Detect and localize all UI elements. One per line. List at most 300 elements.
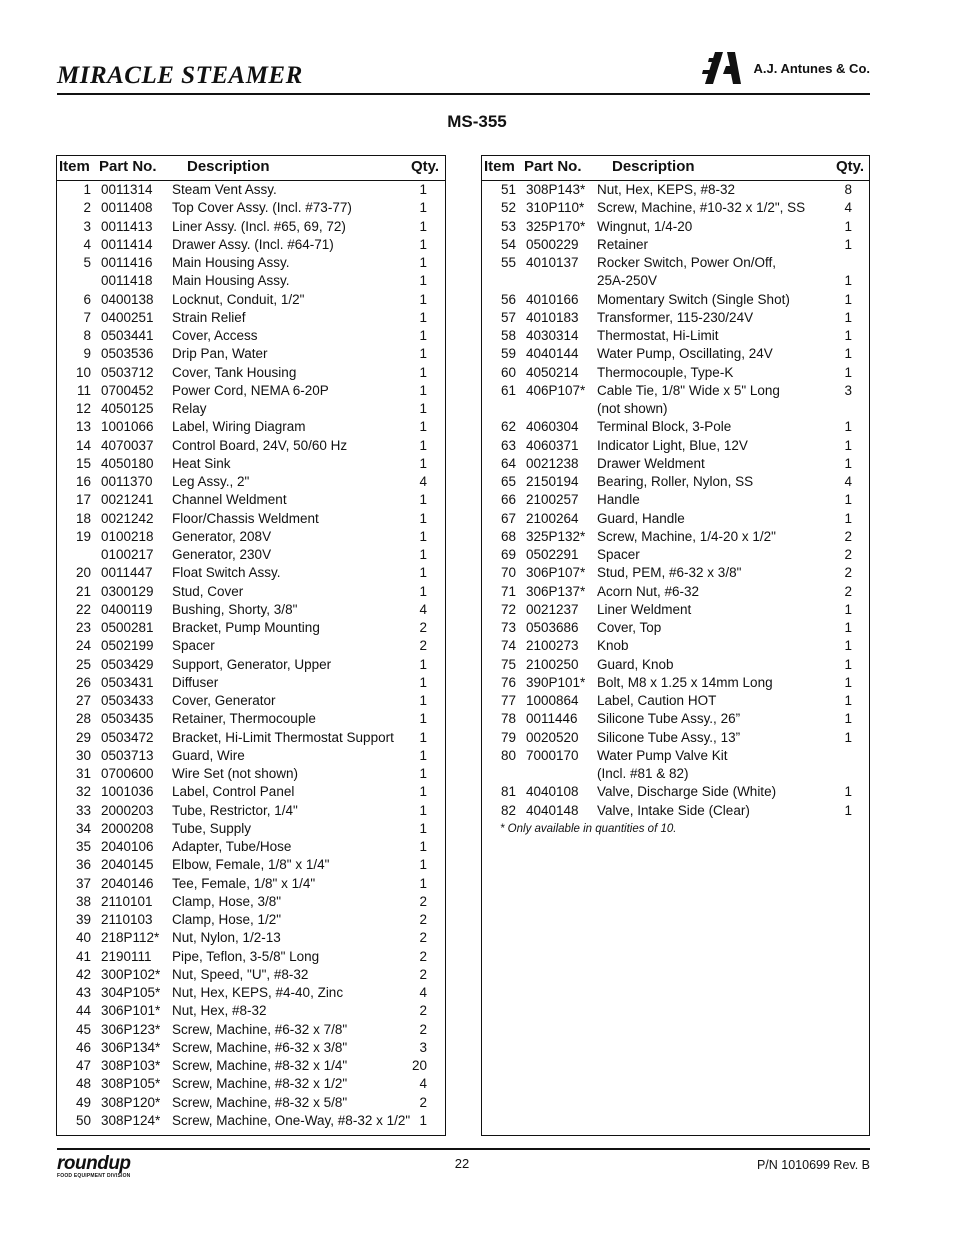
- item-cell: 66: [500, 492, 516, 508]
- part-number-cell: 0503435: [101, 711, 154, 727]
- description-cell: Locknut, Conduit, 1/2": [172, 291, 305, 307]
- item-cell: 6: [83, 291, 91, 307]
- item-cell: 5: [83, 255, 91, 270]
- table-row: [57, 400, 445, 418]
- description-cell: Screw, Machine, #6-32 x 7/8": [172, 1021, 348, 1037]
- part-number-cell: 2100273: [526, 638, 579, 654]
- table-row: [482, 400, 869, 418]
- description-cell: Tube, Restrictor, 1/4": [172, 802, 298, 818]
- table-row: [482, 637, 869, 655]
- item-cell: 67: [500, 510, 516, 526]
- table-row: [57, 911, 445, 929]
- quantity-cell: 4: [844, 474, 852, 489]
- description-cell: Drip Pan, Water: [172, 346, 268, 362]
- table-row: [57, 820, 445, 838]
- quantity-cell: 1: [419, 382, 427, 398]
- quantity-cell: 2: [419, 912, 427, 927]
- table-row: [57, 929, 445, 947]
- part-number-cell: 0011414: [101, 236, 153, 252]
- part-number-cell: 0011446: [526, 711, 578, 727]
- quantity-cell: 1: [844, 620, 852, 635]
- quantity-cell: 1: [844, 674, 852, 690]
- part-number-cell: 0503712: [101, 364, 154, 380]
- table-row: [57, 692, 445, 710]
- description-cell: Cover, Access: [172, 328, 258, 343]
- item-cell: 60: [500, 364, 516, 380]
- table-row: [57, 491, 445, 509]
- header-part: Part No.: [524, 158, 582, 175]
- part-number-cell: 0503429: [101, 656, 154, 672]
- part-number-cell: 4040144: [526, 346, 579, 362]
- table-row: [482, 181, 869, 199]
- item-cell: 40: [75, 930, 91, 946]
- part-number-cell: 0011416: [101, 255, 153, 270]
- table-row: [482, 601, 869, 619]
- table-body: [57, 181, 445, 1130]
- table-row: [57, 802, 445, 820]
- description-cell: Adapter, Tube/Hose: [172, 839, 292, 854]
- table-row: [482, 327, 869, 345]
- item-cell: 14: [75, 437, 91, 453]
- description-cell: Control Board, 24V, 50/60 Hz: [172, 437, 348, 453]
- table-row: [57, 893, 445, 911]
- item-cell: 12: [75, 401, 91, 416]
- item-cell: 32: [75, 784, 91, 800]
- description-cell: Cover, Generator: [172, 693, 276, 708]
- document-part-number: P/N 1010699 Rev. B: [756, 1158, 870, 1172]
- table-row: [482, 455, 869, 473]
- description-cell: Cover, Top: [597, 620, 662, 635]
- description-cell: Main Housing Assy.: [172, 273, 290, 289]
- table-row: [57, 364, 445, 382]
- part-number-cell: 4040148: [526, 802, 579, 818]
- quantity-cell: 1: [419, 729, 427, 745]
- description-cell: Screw, Machine, #8-32 x 1/4": [172, 1058, 348, 1073]
- quantity-cell: 1: [844, 693, 852, 708]
- item-cell: 61: [500, 382, 516, 398]
- quantity-cell: 2: [419, 1094, 427, 1110]
- item-cell: 47: [75, 1058, 91, 1073]
- description-cell: Liner Assy. (Incl. #65, 69, 72): [172, 218, 346, 234]
- part-number-cell: 0503431: [101, 674, 154, 690]
- part-number-cell: 2000208: [101, 820, 154, 836]
- part-number-cell: 308P105*: [101, 1076, 161, 1092]
- table-row: [57, 637, 445, 655]
- description-cell: Label, Caution HOT: [597, 693, 717, 708]
- header-item: Item: [59, 158, 90, 175]
- quantity-cell: 4: [844, 200, 852, 216]
- table-row: [57, 838, 445, 856]
- table-row: [57, 856, 445, 874]
- description-cell: Bearing, Roller, Nylon, SS: [597, 474, 754, 489]
- table-row: [57, 254, 445, 272]
- item-cell: 81: [500, 784, 516, 800]
- description-cell: Retainer: [597, 236, 649, 252]
- description-cell: Drawer Assy. (Incl. #64-71): [172, 236, 334, 252]
- quantity-cell: 4: [419, 601, 427, 617]
- quantity-cell: 1: [419, 437, 427, 453]
- quantity-cell: 1: [419, 309, 427, 325]
- table-row: [57, 546, 445, 564]
- description-cell: Support, Generator, Upper: [172, 656, 332, 672]
- description-cell: Nut, Speed, "U", #8-32: [172, 966, 309, 982]
- description-cell: (not shown): [597, 401, 668, 416]
- table-row: [482, 528, 869, 546]
- part-number-cell: 0503433: [101, 693, 154, 708]
- table-row: [57, 181, 445, 199]
- item-cell: 42: [75, 966, 91, 982]
- item-cell: 50: [75, 1112, 91, 1128]
- quantity-cell: 1: [844, 656, 852, 672]
- table-row: [57, 199, 445, 217]
- table-row: [482, 236, 869, 254]
- item-cell: 44: [75, 1003, 91, 1019]
- quantity-cell: 1: [844, 601, 852, 617]
- item-cell: 37: [75, 875, 91, 891]
- description-cell: (Incl. #81 & 82): [597, 766, 689, 781]
- description-cell: Screw, Machine, #8-32 x 5/8": [172, 1094, 348, 1110]
- item-cell: 69: [500, 547, 516, 562]
- quantity-cell: 1: [419, 510, 427, 526]
- table-row: [482, 802, 869, 820]
- quantity-cell: 1: [419, 401, 427, 416]
- part-number-cell: 1000864: [526, 693, 579, 708]
- quantity-cell: 1: [419, 419, 427, 435]
- part-number-cell: 0500229: [526, 236, 579, 252]
- table-row: [482, 382, 869, 400]
- part-number-cell: 0011413: [101, 218, 153, 234]
- description-cell: Liner Weldment: [597, 601, 692, 617]
- table-row: [482, 619, 869, 637]
- quantity-cell: 1: [844, 291, 852, 307]
- quantity-cell: 1: [419, 1112, 427, 1128]
- item-cell: 34: [75, 820, 91, 836]
- description-cell: Label, Control Panel: [172, 784, 295, 800]
- roundup-logo-text: roundup: [57, 1153, 131, 1174]
- item-cell: 33: [75, 802, 91, 818]
- description-cell: Top Cover Assy. (Incl. #73-77): [172, 200, 352, 216]
- description-cell: Nut, Hex, #8-32: [172, 1003, 267, 1019]
- part-number-cell: 2150194: [526, 474, 579, 489]
- description-cell: Label, Wiring Diagram: [172, 419, 306, 435]
- part-number-cell: 2110101: [101, 893, 153, 909]
- part-number-cell: 0700452: [101, 382, 154, 398]
- quantity-cell: 1: [419, 364, 427, 380]
- item-cell: 19: [75, 528, 91, 544]
- part-number-cell: 0503536: [101, 346, 154, 362]
- item-cell: 8: [83, 328, 91, 343]
- description-cell: Elbow, Female, 1/8" x 1/4": [172, 857, 330, 873]
- item-cell: 48: [75, 1076, 91, 1092]
- part-number-cell: 2000203: [101, 802, 154, 818]
- description-cell: Bolt, M8 x 1.25 x 14mm Long: [597, 674, 773, 690]
- description-cell: Nut, Nylon, 1/2-13: [172, 930, 281, 946]
- quantity-cell: 1: [419, 674, 427, 690]
- description-cell: Thermocouple, Type-K: [597, 364, 734, 380]
- part-number-cell: 406P107*: [526, 382, 586, 398]
- item-cell: 55: [500, 255, 516, 270]
- table-row: [57, 674, 445, 692]
- roundup-logo-sub: FOOD EQUIPMENT DIVISION: [57, 1173, 131, 1179]
- quantity-cell: 2: [419, 620, 427, 635]
- item-cell: 41: [75, 948, 91, 964]
- table-row: [482, 254, 869, 272]
- table-row: [482, 510, 869, 528]
- header-qty: Qty.: [410, 158, 439, 175]
- table-row: [57, 1002, 445, 1020]
- quantity-cell: 3: [844, 382, 852, 398]
- part-number-cell: 325P132*: [526, 528, 586, 544]
- item-cell: 73: [500, 620, 516, 635]
- part-number-cell: 306P137*: [526, 583, 586, 599]
- table-row: [57, 272, 445, 290]
- table-row: [482, 674, 869, 692]
- description-cell: Knob: [597, 638, 629, 654]
- quantity-cell: 1: [844, 711, 852, 727]
- quantity-cell: 1: [844, 328, 852, 343]
- quantity-cell: 1: [844, 492, 852, 508]
- item-cell: 43: [75, 985, 91, 1000]
- description-cell: Silicone Tube Assy., 26”: [597, 711, 741, 727]
- description-cell: Float Switch Assy.: [172, 565, 281, 581]
- quantity-cell: 1: [419, 328, 427, 343]
- quantity-cell: 2: [419, 638, 427, 654]
- item-cell: 54: [500, 236, 516, 252]
- part-number-cell: 0500281: [101, 620, 154, 635]
- quantity-cell: 2: [419, 893, 427, 909]
- item-cell: 46: [75, 1039, 91, 1055]
- table-row: [57, 327, 445, 345]
- part-number-cell: 2100250: [526, 656, 579, 672]
- table-row: [482, 418, 869, 436]
- quantity-cell: 8: [844, 182, 852, 197]
- item-cell: 76: [500, 674, 516, 690]
- item-cell: 28: [75, 711, 91, 727]
- item-cell: 22: [75, 601, 91, 617]
- description-cell: Leg Assy., 2": [172, 474, 250, 489]
- item-cell: 57: [500, 309, 516, 325]
- item-cell: 72: [500, 601, 516, 617]
- table-row: [57, 710, 445, 728]
- description-cell: Thermostat, Hi-Limit: [597, 328, 719, 343]
- quantity-cell: 1: [419, 291, 427, 307]
- footnote: * Only available in quantities of 10.: [500, 822, 677, 835]
- quantity-cell: 1: [844, 309, 852, 325]
- part-number-cell: 1001066: [101, 419, 154, 435]
- quantity-cell: 1: [844, 419, 852, 435]
- description-cell: Steam Vent Assy.: [172, 182, 277, 197]
- part-number-cell: 0021237: [526, 601, 579, 617]
- part-number-cell: 2040106: [101, 839, 154, 854]
- description-cell: Stud, PEM, #6-32 x 3/8": [597, 565, 742, 581]
- item-cell: 80: [500, 747, 516, 763]
- description-cell: Generator, 230V: [172, 547, 272, 562]
- quantity-cell: 1: [419, 346, 427, 362]
- part-number-cell: 310P110*: [526, 200, 585, 216]
- part-number-cell: 2190111: [101, 948, 152, 964]
- item-cell: 31: [75, 766, 91, 781]
- part-number-cell: 306P134*: [101, 1039, 161, 1055]
- description-cell: Handle: [597, 492, 640, 508]
- quantity-cell: 1: [419, 711, 427, 727]
- part-number-cell: 0503686: [526, 620, 579, 635]
- part-number-cell: 4060371: [526, 437, 579, 453]
- quantity-cell: 1: [419, 839, 427, 854]
- quantity-cell: 2: [844, 583, 852, 599]
- item-cell: 52: [500, 200, 516, 216]
- table-row: [57, 1021, 445, 1039]
- item-cell: 58: [500, 328, 516, 343]
- table-row: [57, 966, 445, 984]
- quantity-cell: 1: [844, 729, 852, 745]
- part-number-cell: 390P101*: [526, 674, 586, 690]
- item-cell: 7: [83, 309, 91, 325]
- quantity-cell: 1: [419, 693, 427, 708]
- table-row: [57, 729, 445, 747]
- part-number-cell: 306P107*: [526, 565, 586, 581]
- part-number-cell: 4010183: [526, 309, 579, 325]
- part-number-cell: 325P170*: [526, 218, 586, 234]
- item-cell: 64: [500, 455, 516, 471]
- quantity-cell: 2: [419, 930, 427, 946]
- item-cell: 53: [500, 218, 516, 234]
- description-cell: Silicone Tube Assy., 13”: [597, 729, 741, 745]
- table-body: [482, 181, 869, 820]
- description-cell: Bushing, Shorty, 3/8": [172, 601, 298, 617]
- description-cell: Channel Weldment: [172, 492, 287, 508]
- description-cell: Guard, Knob: [597, 656, 674, 672]
- quantity-cell: 2: [419, 1021, 427, 1037]
- description-cell: Retainer, Thermocouple: [172, 711, 316, 727]
- part-number-cell: 0011447: [101, 565, 153, 581]
- part-number-cell: 2110103: [101, 912, 153, 927]
- quantity-cell: 4: [419, 474, 427, 489]
- company-name: A.J. Antunes & Co.: [753, 60, 870, 76]
- part-number-cell: 0011418: [101, 273, 153, 289]
- table-row: [57, 473, 445, 491]
- quantity-cell: 1: [844, 364, 852, 380]
- part-number-cell: 0100218: [101, 528, 154, 544]
- part-number-cell: 0100217: [101, 547, 154, 562]
- quantity-cell: 1: [844, 638, 852, 654]
- table-header: [482, 156, 869, 181]
- item-cell: 70: [500, 565, 516, 581]
- description-cell: Screw, Machine, #8-32 x 1/2": [172, 1076, 348, 1092]
- part-number-cell: 4050125: [101, 401, 154, 416]
- table-row: [482, 345, 869, 363]
- quantity-cell: 2: [844, 565, 852, 581]
- description-cell: Bracket, Pump Mounting: [172, 620, 320, 635]
- quantity-cell: 1: [419, 455, 427, 471]
- part-number-cell: 4030314: [526, 328, 579, 343]
- part-number-cell: 308P124*: [101, 1112, 161, 1128]
- company-brand: [701, 50, 870, 86]
- item-cell: 27: [75, 693, 91, 708]
- table-row: [482, 437, 869, 455]
- description-cell: Water Pump, Oscillating, 24V: [597, 346, 773, 362]
- description-cell: Pipe, Teflon, 3-5/8" Long: [172, 948, 320, 964]
- description-cell: Rocker Switch, Power On/Off,: [597, 255, 777, 270]
- item-cell: 49: [75, 1094, 91, 1110]
- quantity-cell: 1: [419, 820, 427, 836]
- description-cell: Power Cord, NEMA 6-20P: [172, 382, 329, 398]
- item-cell: 20: [75, 565, 91, 581]
- quantity-cell: 3: [419, 1039, 427, 1055]
- part-number-cell: 0300129: [101, 583, 154, 599]
- description-cell: Floor/Chassis Weldment: [172, 510, 319, 526]
- part-number-cell: 0503441: [101, 328, 154, 343]
- item-cell: 24: [75, 638, 91, 654]
- table-row: [57, 1112, 445, 1130]
- model-number: MS-355: [447, 112, 507, 131]
- item-cell: 65: [500, 474, 516, 489]
- item-cell: 11: [76, 382, 91, 398]
- table-row: [57, 619, 445, 637]
- table-row: [482, 729, 869, 747]
- quantity-cell: 1: [419, 766, 427, 781]
- item-cell: 82: [500, 802, 516, 818]
- quantity-cell: 1: [419, 784, 427, 800]
- part-number-cell: 4050214: [526, 364, 579, 380]
- item-cell: 74: [500, 638, 516, 654]
- quantity-cell: 1: [419, 273, 427, 289]
- part-number-cell: 304P105*: [101, 985, 161, 1000]
- header-rule: [57, 93, 870, 95]
- quantity-cell: 1: [844, 510, 852, 526]
- part-number-cell: 0502199: [101, 638, 154, 654]
- table-row: [482, 491, 869, 509]
- quantity-cell: 2: [419, 1003, 427, 1019]
- quantity-cell: 1: [419, 656, 427, 672]
- quantity-cell: 1: [419, 182, 427, 197]
- parts-table-left: [56, 155, 446, 1136]
- description-cell: Screw, Machine, One-Way, #8-32 x 1/2": [172, 1112, 411, 1128]
- part-number-cell: 0400251: [101, 309, 154, 325]
- part-number-cell: 300P102*: [101, 966, 161, 982]
- table-row: [482, 583, 869, 601]
- quantity-cell: 1: [844, 273, 852, 289]
- description-cell: Momentary Switch (Single Shot): [597, 291, 790, 307]
- description-cell: Nut, Hex, KEPS, #4-40, Zinc: [172, 985, 344, 1000]
- table-row: [57, 948, 445, 966]
- item-cell: 4: [83, 236, 91, 252]
- item-cell: 38: [75, 893, 91, 909]
- table-row: [482, 564, 869, 582]
- parts-table-right: [481, 155, 870, 1136]
- table-row: [57, 747, 445, 765]
- table-row: [57, 309, 445, 327]
- table-row: [57, 1075, 445, 1093]
- description-cell: 25A-250V: [597, 273, 658, 289]
- table-row: [57, 875, 445, 893]
- description-cell: Water Pump Valve Kit: [597, 747, 728, 763]
- part-number-cell: 4040108: [526, 784, 579, 800]
- item-cell: 1: [83, 182, 91, 197]
- table-row: [57, 984, 445, 1002]
- part-number-cell: 2040145: [101, 857, 154, 873]
- part-number-cell: 1001036: [101, 784, 154, 800]
- table-row: [57, 765, 445, 783]
- table-row: [57, 656, 445, 674]
- description-cell: Screw, Machine, 1/4-20 x 1/2": [597, 528, 776, 544]
- description-cell: Spacer: [172, 638, 215, 654]
- quantity-cell: 1: [419, 802, 427, 818]
- quantity-cell: 1: [844, 784, 852, 800]
- table-row: [482, 546, 869, 564]
- table-row: [482, 692, 869, 710]
- description-cell: Cable Tie, 1/8" Wide x 5" Long: [597, 382, 780, 398]
- description-cell: Spacer: [597, 547, 640, 562]
